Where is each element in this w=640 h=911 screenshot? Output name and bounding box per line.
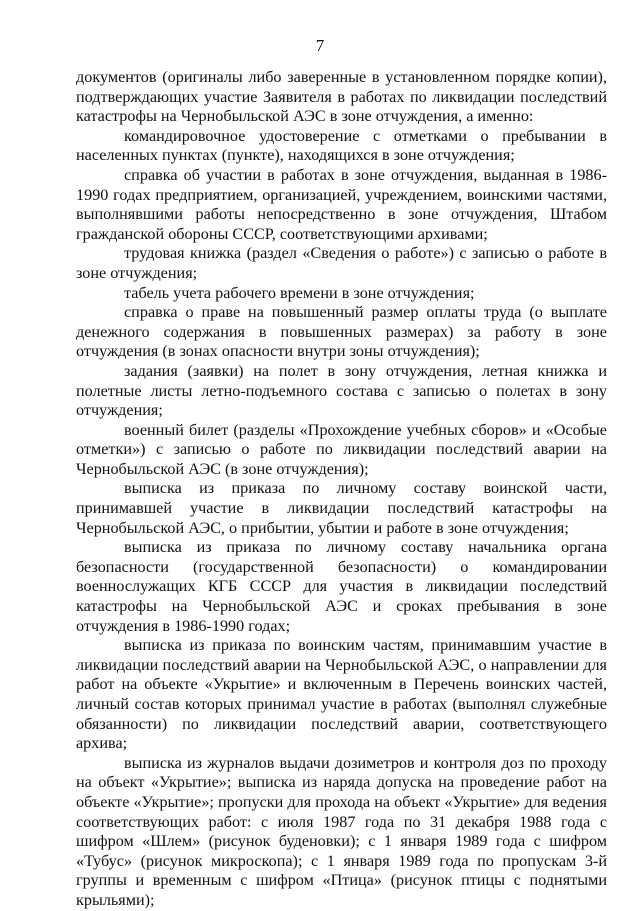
- paragraph-intro: документов (оригиналы либо заверенные в установленном порядке копии), подтверждающих участие Заявителя в работах по ликвидации последствий катастрофы на Чернобыльской АЭС в зоне отчуждения, а именно:: [76, 68, 607, 126]
- paragraph-travel-certificate: командировочное удостоверение с отметками о пребывании в населенных пунктах (пункте), находящихся в зоне отчуждения;: [76, 126, 607, 165]
- paragraph-military-id: военный билет (разделы «Прохождение учебных сборов» и «Особые отметки») с записью о работе по ликвидации последствий аварии на Чернобыльской АЭС (в зоне отчуждения);: [76, 420, 607, 478]
- paragraph-ukrytie-order-extract: выписка из приказа по воинским частям, принимавшим участие в ликвидации последствий аварии на Чернобыльской АЭС, о направлении для работ на объекте «Укрытие» и включенным в Перечень воинских частей, личный состав которых принимал участие в работах (выполнял служебные обязанности) по ликвидации последствий аварии, соответствующего архива;: [76, 636, 607, 753]
- paragraph-increased-pay-certificate: справка о праве на повышенный размер оплаты труда (о выплате денежного содержания в повышенных размерах) за работу в зоне отчуждения (в зонах опасности внутри зоны отчуждения);: [76, 303, 607, 361]
- paragraph-flight-assignments: задания (заявки) на полет в зону отчуждения, летная книжка и полетные листы летно-подъемного состава с записью о полетах в зону отчуждения;: [76, 361, 607, 420]
- paragraph-dosimeter-journal-extract: выписка из журналов выдачи дозиметров и контроля доз по проходу на объект «Укрытие»; выписка из наряда допуска на проведение работ на объекте «Укрытие»; пропуски для прохода на объект «Укрытие» для ведения соответствующих работ: с июля 1987 года по 31 декабря 1988 года с шифром «Шлем» (рисунок буденовки); с 1 января 1989 года с шифром «Тубус» (рисунок микроскопа); с 1 января 1989 года по пропускам 3-й группы и временным с шифром «Птица» (рисунок птицы с поднятыми крыльями);: [76, 753, 607, 909]
- document-body: [76, 68, 607, 911]
- page-number: 7: [315, 36, 325, 55]
- paragraph-unit-order-extract: выписка из приказа по личному составу воинской части, принимавшей участие в ликвидации последствий катастрофы на Чернобыльской АЭС, о прибытии, убытии и работе в зоне отчуждения;: [76, 479, 607, 537]
- paragraph-participation-certificate: справка об участии в работах в зоне отчуждения, выданная в 1986-1990 годах предприятием, организацией, учреждением, воинскими частями, выполнявшими работы непосредственно в зоне отчуждения, Штабом гражданской обороны СССР, соответствующими архивами;: [76, 165, 607, 243]
- paragraph-timesheet: табель учета рабочего времени в зоне отчуждения;: [124, 283, 475, 302]
- paragraph-kgb-order-extract: выписка из приказа по личному составу начальника органа безопасности (государственной безопасности) о командировании военнослужащих КГБ СССР для участия в ликвидации последствий катастрофы на Чернобыльской АЭС и сроках пребывания в зоне отчуждения в 1986-1990 годах;: [76, 538, 607, 635]
- paragraph-work-record-book: трудовая книжка (раздел «Сведения о работе») с записью о работе в зоне отчуждения;: [76, 244, 607, 282]
